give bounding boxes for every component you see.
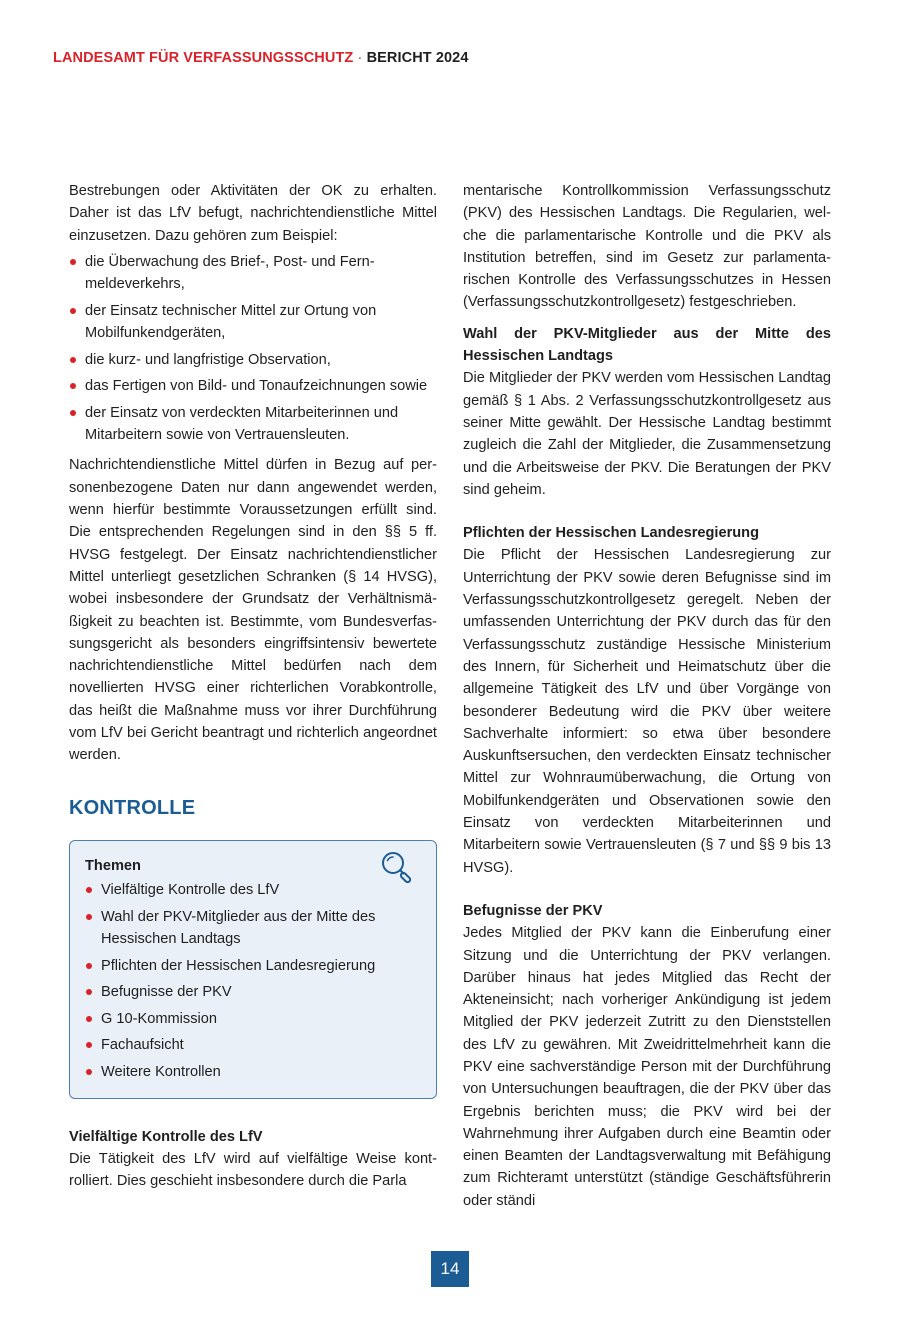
befugnisse-heading: Befugnisse der PKV [463,902,603,919]
means-paragraph: Nachrichtendienstliche Mittel dürfen in Bezug auf personenbezogene Daten nur dann angewendet werden, wenn hierfür bestimmte Voraussetzungen erfüllt sind. Die entsprechenden Regelungen sind in den §§ 5 ff. HVSG festgelegt. Der Einsatz nachrichtendienstlicher Mittel unterliegt gesetzlichen Schranken (§ 14 HVSG), wobei insbesondere der Grundsatz der Verhältnismäßigkeit zu beachten ist. Bestimmte, vom Bundesverfassungsgericht als besonders eingriffsintensiv bewertete nachrichtendienstliche Mittel bedürfen nach dem novellierten HVSG einer richterlichen Vorabkontrolle, das heißt die Maßnahme muss vor ihrer Durchführung vom LfV bei Gericht beantragt und richterlich angeordnet werden. [69,457,437,764]
pflichten-heading: Pflichten der Hessischen Landesregierung [463,525,760,542]
subsection-heading: Vielfältige Kontrolle des LfV [69,1128,263,1145]
list-item: das Fertigen von Bild- und Tonaufzeichnungen sowie [69,375,437,397]
means-list [69,251,437,447]
header-report-title: BERICHT 2024 [366,50,469,66]
header-separator: · [357,50,363,66]
section-title: KONTROLLE [69,796,196,819]
themes-list [85,879,420,1083]
list-item: Wahl der PKV-Mitglieder aus der Mitte des Hessischen Landtags [85,906,420,951]
subsection-text: Die Tätigkeit des LfV wird auf vielfältige Weise kontrolliert. Dies geschieht insbesondere durch die Parla [69,1150,437,1190]
wahl-heading: Wahl der PKV-Mitglieder aus der Mitte des Hessischen Landtags [463,325,831,365]
list-item: Befugnisse der PKV [85,981,420,1003]
left-column [69,180,437,1193]
list-item: G 10-Kommission [85,1008,420,1030]
themes-box [69,840,437,1099]
intro-paragraph: Bestrebungen oder Aktivitäten der OK zu erhalten. Daher ist das LfV befugt, nachrichtendienstliche Mittel einzusetzen. Dazu gehören zum Beispiel: [69,183,437,244]
page-number: 14 [431,1251,469,1287]
header-organization: LANDESAMT FÜR VERFASSUNGSSCHUTZ [53,50,354,66]
right-column [463,180,831,1212]
wahl-text: Die Mitglieder der PKV werden vom Hessischen Landtag gemäß § 1 Abs. 2 Verfassungsschutzkontrollgesetz aus seiner Mitte gewählt. Der Hessische Landtag bestimmt zugleich die Zahl der Mitglieder, die Zusammensetzung und die Arbeitsweise der PKV. Die Beratungen der PKV sind geheim. [463,370,831,498]
list-item: die kurz- und langfristige Observation, [69,349,437,371]
list-item: der Einsatz von verdeckten Mitarbeiterinnen und Mitarbeitern sowie von Vertrauensleuten. [69,402,437,447]
running-header [53,50,469,66]
themes-heading: Themen [85,857,141,874]
list-item: der Einsatz technischer Mittel zur Ortung von Mobilfunkendgeräten, [69,300,437,345]
list-item: Pflichten der Hessischen Landesregierung [85,955,420,977]
list-item: Weitere Kontrollen [85,1061,420,1083]
list-item: Vielfältige Kontrolle des LfV [85,879,420,901]
list-item: die Überwachung des Brief-, Post- und Fernmeldeverkehrs, [69,251,437,296]
continuation-paragraph: mentarische Kontrollkommission Verfassungsschutz (PKV) des Hessischen Landtags. Die Regularien, welche die parlamentarische Kontrolle und die PKV als Institution betreffen, sind im Gesetz zur parlamentarischen Kontrolle des Verfassungsschutzes in Hessen (Verfassungsschutzkontrollgesetz) festgeschrieben. [463,183,831,311]
list-item: Fachaufsicht [85,1034,420,1056]
befugnisse-text: Jedes Mitglied der PKV kann die Einberufung einer Sitzung und die Unterrichtung der PKV verlangen. Darüber hinaus hat jedes Mitglied das Recht der Akteneinsicht; nach vorheriger Ankündigung ist jedem Mitglied der PKV jederzeit Zutritt zu den Dienststellen des LfV zu gewähren. Mit Zweidrittelmehrheit kann die PKV eine sachverständige Person mit der Durchführung von Untersuchungen beauftragen, die der PKV über das Ergebnis berichten muss; die PKV wird bei der Wahrnehmung ihrer Aufgaben durch eine Beamtin oder einen Beamten der Landtagsverwaltung mit Befähigung zum Richteramt unterstützt (ständige Geschäftsführerin oder ständi [463,925,831,1209]
pflichten-text: Die Pflicht der Hessischen Landesregierung zur Unterrichtung der PKV sowie deren Befugnisse sind im Verfassungsschutzkontrollgesetz geregelt. Neben der umfassenden Unterrichtung der PKV durch das für den Verfassungsschutz zuständige Hessische Ministerium des Innern, für Sicherheit und Heimatschutz über die allgemeine Tätigkeit des LfV und über Vorgänge von besonderer Bedeutung wird die PKV über weitere Sachverhalte informiert: so etwa über besondere Auskunftsersuchen, den verdeckten Einsatz technischer Mittel zur Wohnraumüberwachung, die Ortung von Mobilfunkendgeräten und Observationen sowie den Einsatz von verdeckten Mitarbeiterinnen und Mitarbeitern sowie Vertrauensleuten (§ 7 und §§ 9 bis 13 HVSG). [463,547,831,876]
